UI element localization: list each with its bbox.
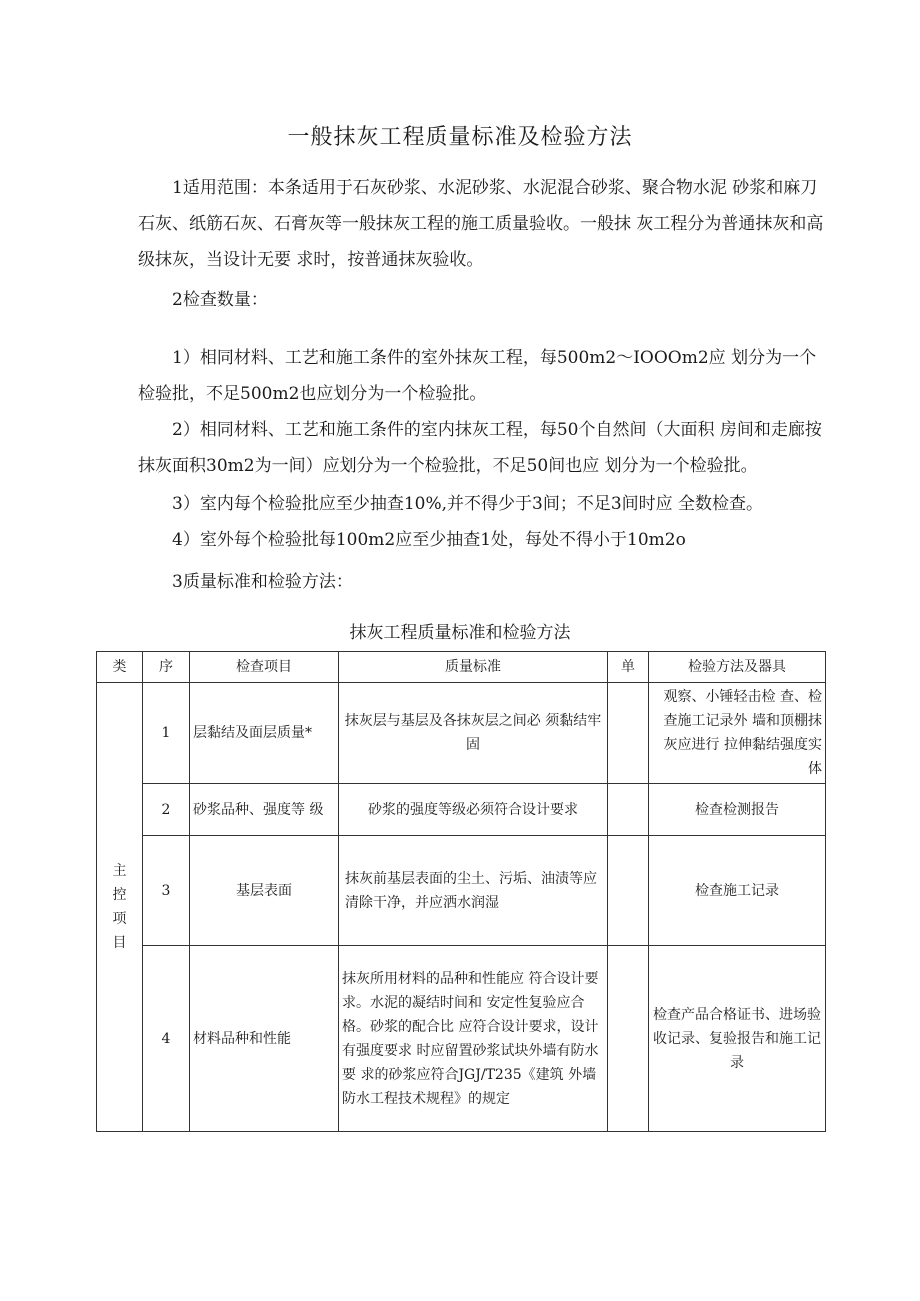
item-cell: 基层表面 [190,836,339,946]
quality-standard-heading [138,564,828,600]
table-caption: 抹灰工程质量标准和检验方法 [349,623,571,643]
table-row [97,836,826,946]
unit-cell [608,836,649,946]
unit-cell [608,946,649,1132]
header-seq: 序 [143,652,190,683]
standard-cell: 抹灰所用材料的品种和性能应 符合设计要求。水泥的凝结时间和 安定性复验应合格。砂浆的配合比 应符合设计要求，设计有强度要求 时应留置砂浆试块外墙有防水要 求的砂浆应符合JGJ/T235《建筑 外墙防水工程技术规程》的规定 [339,946,608,1132]
table-header-row [97,652,826,683]
table-row [97,683,826,784]
item-cell: 材料品种和性能 [190,946,339,1132]
header-method: 检验方法及器具 [649,652,826,683]
category-char: 控 [112,887,127,903]
quantity-item-2 [138,412,828,484]
method-cell: 检查施工记录 [649,836,826,946]
header-item: 检查项目 [190,652,339,683]
inspection-quantity-heading-text: 2检查数量： [172,290,268,310]
quantity-item-1 [138,340,828,412]
quality-standard-table [96,651,826,1132]
quality-standard-heading-text: 3质量标准和检验方法： [172,572,353,592]
quantity-item-4 [138,522,828,558]
item-cell: 层黏结及面层质量* [190,683,339,784]
quantity-item-4-text: 4）室外每个检验批每100m2应至少抽查1处，每处不得小于10m2o [172,530,686,550]
seq-cell: 1 [143,683,190,784]
standard-cell: 砂浆的强度等级必须符合设计要求 [339,784,608,836]
seq-cell: 2 [143,784,190,836]
header-category: 类 [97,652,143,683]
header-unit: 单 [608,652,649,683]
quantity-item-3-text: 3）室内每个检验批应至少抽查10%,并不得少于3间；不足3间时应 全数检查。 [172,494,764,514]
inspection-quantity-heading [138,282,828,318]
scope-paragraph [138,170,828,278]
standard-cell: 抹灰层与基层及各抹灰层之间必 须黏结牢固 [339,683,608,784]
method-cell: 检查产品合格证书、进场验收记录、复验报告和施工记录 [649,946,826,1132]
table-row [97,784,826,836]
quantity-item-1-text: 1）相同材料、工艺和施工条件的室外抹灰工程，每500m2～IOOOm2应 划分为一个检验批，不足500m2也应划分为一个检验批。 [138,348,817,404]
seq-cell: 4 [143,946,190,1132]
quantity-item-2-text: 2）相同材料、工艺和施工条件的室内抹灰工程，每50个自然间（大面积 房间和走廊按抹灰面积30m2为一间）应划分为一个检验批，不足50间也应 划分为一个检验批。 [138,420,822,476]
category-char: 主 [112,863,127,879]
unit-cell [608,683,649,784]
category-cell [97,683,143,1132]
standard-cell: 抹灰前基层表面的尘土、污垢、油渍等应清除干净，并应洒水润湿 [339,836,608,946]
category-char: 目 [112,935,127,951]
document-title: 一般抹灰工程质量标准及检验方法 [287,125,633,150]
scope-text: 1适用范围：本条适用于石灰砂浆、水泥砂浆、水泥混合砂浆、聚合物水泥 砂浆和麻刀石灰、纸筋石灰、石膏灰等一般抹灰工程的施工质量验收。一般抹 灰工程分为普通抹灰和高级抹灰，当设计无要 求时，按普通抹灰验收。 [138,178,824,270]
seq-cell: 3 [143,836,190,946]
table-row [97,946,826,1132]
header-standard: 质量标准 [339,652,608,683]
category-char: 项 [112,911,127,927]
quantity-item-3 [138,486,828,522]
item-cell: 砂浆品种、强度等 级 [190,784,339,836]
unit-cell [608,784,649,836]
method-cell: 检查检测报告 [649,784,826,836]
method-cell: 观察、小锤轻击检 查、检查施工记录外 墙和顶棚抹灰应进行 拉伸黏结强度实体 [649,683,826,784]
